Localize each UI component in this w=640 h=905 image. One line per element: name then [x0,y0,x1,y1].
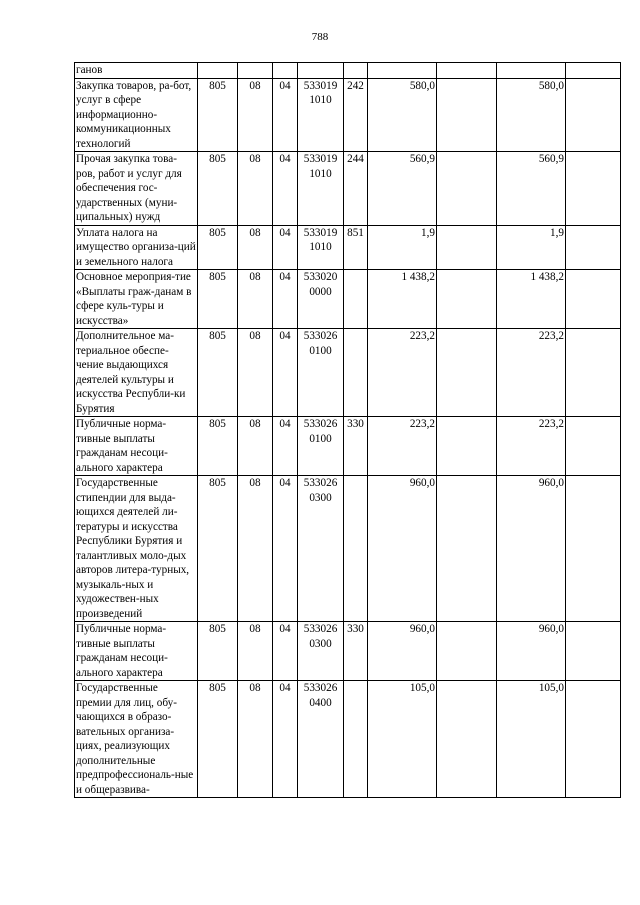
table-row [75,152,621,226]
ministry-code: 805 [198,270,238,329]
amount-cell: 105,0 [497,681,566,798]
amount-cell: 223,2 [497,329,566,417]
page-number: 788 [311,31,329,43]
table-row [75,622,621,681]
table-row [75,225,621,270]
amount-cell [437,417,497,476]
amount-cell [437,681,497,798]
amount-cell [566,270,621,329]
table-row [75,78,621,152]
amount-cell: 223,2 [497,417,566,476]
expense-type-code: 244 [344,152,368,226]
ministry-code: 805 [198,152,238,226]
amount-cell [437,270,497,329]
row-name: ганов [75,63,198,79]
amount-cell: 960,0 [497,622,566,681]
amount-cell: 105,0 [368,681,437,798]
amount-cell [368,63,437,79]
amount-cell: 1 438,2 [368,270,437,329]
subsection-code: 04 [273,78,298,152]
amount-cell [437,329,497,417]
table-row [75,270,621,329]
amount-cell [566,681,621,798]
amount-cell [566,622,621,681]
target-article-code: 533020 0000 [298,270,344,329]
row-name: Закупка товаров, ра-бот, услуг в сфере информационно-коммуникационных технологий [75,78,198,152]
target-article-code [298,63,344,79]
row-name: Государственные стипендии для выда-ющихся деятелей ли-тературы и искусства Республики Бурятия и талантливых моло-дых авторов литера-турных, музыкаль-ных и художествен-ных произведений [75,476,198,622]
amount-cell: 560,9 [368,152,437,226]
budget-table [74,62,621,798]
amount-cell [437,63,497,79]
target-article-code: 533019 1010 [298,78,344,152]
subsection-code: 04 [273,417,298,476]
section-code: 08 [238,152,273,226]
amount-cell [566,152,621,226]
expense-type-code: 242 [344,78,368,152]
amount-cell: 560,9 [497,152,566,226]
amount-cell: 580,0 [368,78,437,152]
expense-type-code: 330 [344,622,368,681]
section-code: 08 [238,417,273,476]
amount-cell: 1 438,2 [497,270,566,329]
subsection-code: 04 [273,681,298,798]
target-article-code: 533019 1010 [298,225,344,270]
section-code: 08 [238,681,273,798]
subsection-code: 04 [273,152,298,226]
subsection-code [273,63,298,79]
row-name: Уплата налога на имущество организа-ций и земельного налога [76,226,196,268]
amount-cell: 580,0 [497,78,566,152]
row-name: Публичные норма-тивные выплаты гражданам несоци-ального характера [75,417,198,476]
target-article-code: 533026 0100 [298,329,344,417]
row-name: Прочая закупка това-ров, работ и услуг для обеспечения гос-ударственных (муни-ципальных) нужд [75,152,198,226]
section-code [238,63,273,79]
amount-cell: 960,0 [368,622,437,681]
target-article-code: 533026 0100 [298,417,344,476]
subsection-code: 04 [273,270,298,329]
section-code: 08 [238,270,273,329]
ministry-code: 805 [198,622,238,681]
amount-cell: 960,0 [497,476,566,622]
amount-cell [566,329,621,417]
amount-cell [566,78,621,152]
subsection-code: 04 [273,329,298,417]
target-article-code: 533019 1010 [298,152,344,226]
row-name: Основное мероприя-тие «Выплаты граж-данам в сфере куль-туры и искусства» [75,270,198,329]
table-row [75,417,621,476]
amount-cell [437,78,497,152]
amount-cell: 223,2 [368,329,437,417]
expense-type-code: 330 [344,417,368,476]
row-name: Государственные премии для лиц, обу-чающихся в образо-вательных организа-циях, реализующих дополнительные предпрофессиональ-ные и общеразвива- [75,681,198,798]
expense-type-code [344,476,368,622]
table-row [75,63,621,79]
row-name: Публичные норма-тивные выплаты гражданам несоци-ального характера [75,622,198,681]
section-code: 08 [238,225,273,270]
expense-type-code: 851 [344,225,368,270]
ministry-code: 805 [198,329,238,417]
section-code: 08 [238,78,273,152]
expense-type-code [344,63,368,79]
table-row [75,681,621,798]
subsection-code: 04 [273,225,298,270]
table-row [75,329,621,417]
ministry-code: 805 [198,78,238,152]
amount-cell [566,225,621,270]
amount-cell [437,225,497,270]
subsection-code: 04 [273,476,298,622]
expense-type-code [344,681,368,798]
amount-cell [437,622,497,681]
ministry-code [198,63,238,79]
amount-cell [437,152,497,226]
amount-cell [437,476,497,622]
table-row [75,476,621,622]
row-name: Дополнительное ма-териальное обеспе-чение выдающихся деятелей культуры и искусства Республи-ки Бурятия [75,329,198,417]
amount-cell: 1,9 [497,225,566,270]
amount-cell [497,63,566,79]
amount-cell [566,63,621,79]
amount-cell: 223,2 [368,417,437,476]
amount-cell [566,417,621,476]
section-code: 08 [238,476,273,622]
expense-type-code [344,329,368,417]
ministry-code: 805 [198,225,238,270]
ministry-code: 805 [198,681,238,798]
section-code: 08 [238,622,273,681]
ministry-code: 805 [198,417,238,476]
target-article-code: 533026 0400 [298,681,344,798]
section-code: 08 [238,329,273,417]
amount-cell: 960,0 [368,476,437,622]
subsection-code: 04 [273,622,298,681]
target-article-code: 533026 0300 [298,476,344,622]
amount-cell [566,476,621,622]
target-article-code: 533026 0300 [298,622,344,681]
amount-cell: 1,9 [368,225,437,270]
expense-type-code [344,270,368,329]
ministry-code: 805 [198,476,238,622]
